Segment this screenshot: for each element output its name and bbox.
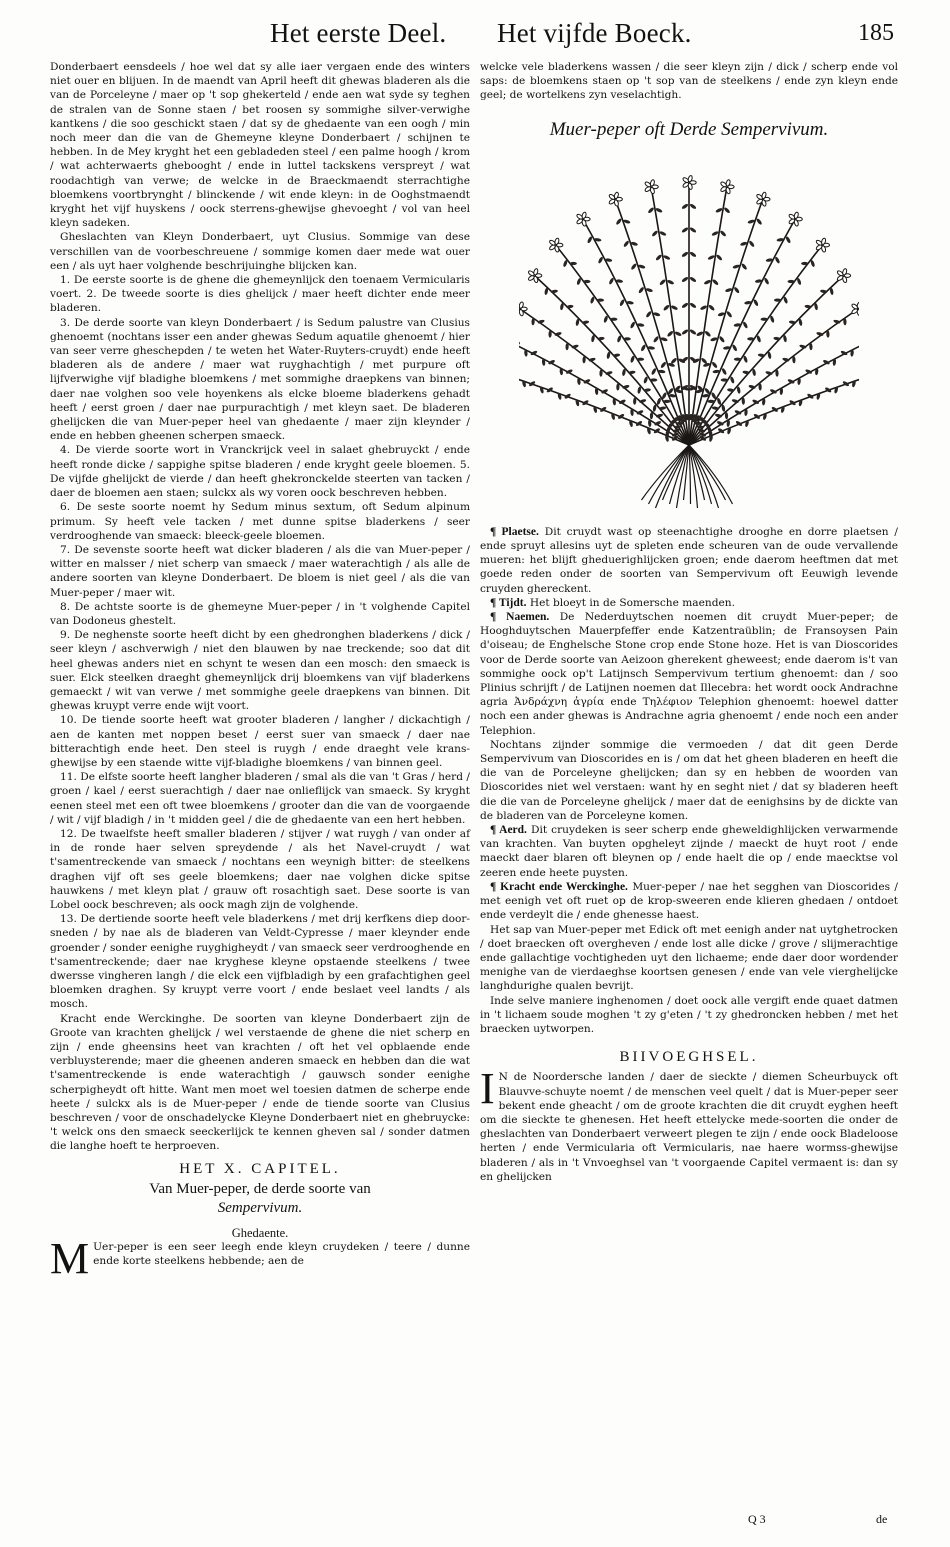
chapter-title xyxy=(50,1180,470,1218)
page-number: 185 xyxy=(858,20,894,46)
addendum-heading: BIIVOEGHSEL. xyxy=(619,1049,759,1066)
section-text: Muer-peper / nae het segghen van Dioscorides / met eenigh vet oft ruet op de krop-sweeren ende klieren ghedaen / ontdoet ende verdeylt die / ende ghenesse haest. xyxy=(480,880,898,922)
plant-leaf xyxy=(681,302,689,309)
text-paragraph: Gheslachten van Kleyn Donderbaert, uyt Clusius. Sommige van dese verschillen van de voorbeschreuene / sommige komen daer mede wat ouer een / als uyt haer volghende beschrijuinghe blijcken kan. xyxy=(50,231,470,272)
plant-leaf xyxy=(619,299,625,307)
plant-roots xyxy=(642,445,733,508)
plant-leaf xyxy=(550,289,558,293)
text-paragraph xyxy=(480,923,898,994)
right-column xyxy=(480,60,898,1184)
plant-leaf xyxy=(659,278,666,285)
plant-stem xyxy=(689,377,859,445)
plant-leaf xyxy=(708,400,715,403)
drop-cap: I xyxy=(480,1064,495,1114)
signature-mark: Q 3 xyxy=(748,1512,766,1526)
plant-flower xyxy=(720,179,734,194)
plant-leaf xyxy=(653,335,660,343)
plant-flower xyxy=(837,268,851,283)
text-paragraph xyxy=(480,525,898,596)
plant-leaf xyxy=(570,262,577,265)
plant-leaf xyxy=(689,276,697,283)
text-paragraph xyxy=(480,610,898,738)
plant-leaf xyxy=(704,330,711,337)
plant-stem xyxy=(689,199,763,445)
running-head-left: Het eerste Deel. xyxy=(270,18,447,48)
plant-leaf xyxy=(597,298,604,301)
plant-leaf xyxy=(721,378,728,381)
plant-leaf xyxy=(689,251,697,258)
chapter-title-italic: Sempervivum. xyxy=(217,1199,303,1216)
text-paragraph xyxy=(480,738,898,823)
plant-leaf xyxy=(666,330,673,337)
plant-leaf xyxy=(801,262,808,265)
chapter-opening xyxy=(50,1234,470,1284)
text-paragraph: 10. De tiende soorte heeft wat grooter bladeren / langher / dickachtigh / aen de kanten met noppen beset / eerst suer van smaeck / daer nae bitterachtigh ende heet. Den steel is ruygh / ende draeght vele krans-ghewijse by een staende witte vijf-bladighe bloemkens / van binnen geel. xyxy=(50,714,470,769)
plant-leaf xyxy=(719,230,726,237)
plant-leaf xyxy=(663,304,670,311)
plant-leaf xyxy=(733,286,740,294)
section-text: Het bloeyt in de Somersche maenden. xyxy=(529,596,735,609)
text-paragraph: 4. De vierde soorte wort in Vranckrijck veel in salaet ghebruyckt / ende heeft ronde dicke / sappighe spitse bladeren / ende kryght geele bloemen. 5. De vijfde ghelijckt de vierde / dan heeft ghekronckelde steerten van tacken / daer de bloemen aen staen; sulckx als wy voren oock beschreven hebben. xyxy=(50,444,470,500)
plant-leaf xyxy=(723,206,730,213)
chapter-title-line: Van Muer-peper, de derde soorte van xyxy=(149,1180,371,1197)
text-paragraph: 12. De twaelfste heeft smaller bladeren / stijver / wat ruygh / van onder af in de ronde haer selven spreydende / als het Navel-cruydt / wat t'samentreckende van smaeck / nochtans een weynigh bitter: de steelkens draghen vijf oft ses geele bloemkens; daer nae volghen dicke spitse hauwkens / met kleyn plat / grauw oft rosachtigh saet. Dese soorte is van Lobel oock beschreven; als oock magh zijn de volghende. xyxy=(50,827,470,911)
plant-leaf xyxy=(753,299,759,307)
plant-leaf xyxy=(748,240,755,248)
plant-leaf xyxy=(708,304,715,311)
plant-woodcut-illustration xyxy=(519,145,859,515)
plant-leaf xyxy=(608,277,614,285)
drop-cap: M xyxy=(50,1234,90,1284)
text-paragraph: 3. De derde soorte van kleyn Donderbaert / is Sedum palustre van Clusius ghenoemt (nochtans isser een ander ghewas Sedum aquatile ghenoemt / hier van seer verre gheschepden / te weten het Water-Ruyters-cruydt) ende heeft bladeren als de andere / maer wat ruyghachtigh / met purpure oft lijfverwighe vijf bladighe bloemkens / met sommighe draepkens van binnen; daer nae volghen soo vele hoyenkens als elcke bloeme bladerkens gehadt heeft / eerst groen / daer nae purpurachtigh / met kleyn saet. De bladeren ghelijcken die van Muer-peper heel van ghedaente / maer zijn kleynder / ende en hebben gheenen scherpen smaeck. xyxy=(50,316,470,443)
plant-leaf xyxy=(689,328,697,335)
text-paragraph xyxy=(480,880,898,923)
section-text: Dit cruydeken is seer scherp ende gheweldighlijcken verwarmende van krachten. Van buyten opgheleyt zijnde / maeckt de huyt root / ende maeckt daer blaren oft bleynen op / ende haelt die op / ende maecktse vol zeeren ende heete puysten. xyxy=(480,824,898,879)
plant-leaf xyxy=(820,289,828,293)
plant-leaf xyxy=(643,376,648,384)
plant-leaf xyxy=(663,400,670,403)
addendum-text: N de Noordersche landen / daer de sieckte / diemen Scheurbuyck oft Blauvve-schuyte noemt / de menschen veel quelt / dat is Muer-peper seer bekent ende gheacht / om de groote krachten die dit cruydt eyghen heeft om die sieckte te ghenesen. Het heeft ettelycke mede-soorten die onder de gheslachten van Donderbaert verweert plegen te zijn / ende oock Bladeloose herten / ende Vermicularia oft Vermicularis, nae haere wormss-ghewijse bladeren / als in 't Vnvoeghsel van 't voorgaende Capitel vermaent is: dan sy en ghelijcken xyxy=(480,1071,898,1183)
section-text: Het sap van Muer-peper met Edick oft met eenigh ander nat uytghetrocken / doet braecken oft overgheven / ende lost alle dicke / grove / slijmerachtige ende gallachtige vochtigheden uyt den lichaeme; ende daer door wordender menighe van de vierdaeghse koortsen genesen / ende van vele vierghelijcke langhdurighe qualen bevrijt. xyxy=(480,923,898,993)
plant-leaf xyxy=(730,376,735,384)
plant-leaf xyxy=(774,298,781,301)
plant-leaf xyxy=(721,367,727,375)
text-paragraph: 6. De seste soorte noemt hy Sedum minus sextum, oft Sedum alpinum primum. Sy heeft vele tacken / met dunne spitse bladerkens / seer verdrooghende van smaeck: bleeck-geele bloemen. xyxy=(50,501,470,542)
plant-leaf xyxy=(650,378,657,381)
plant-flower xyxy=(815,238,829,253)
plant-leaf xyxy=(715,254,722,261)
plant-leaf xyxy=(660,361,667,369)
plant-stems xyxy=(519,182,859,445)
section-label: ¶ Plaetse. xyxy=(490,525,539,538)
plant-root xyxy=(663,445,690,500)
text-paragraph: 9. De neghenste soorte heeft dicht by een ghedronghen bladerkens / dick / seer kleyn / aschverwigh / niet den blauwen by nae treckende; soo dat dit heel ghewas anders niet en schynt te wesen dan een mosch: den smaeck is suer. Elck steelken draeght ghemeynlijck drij bloemkens van vijf bladerkens gemaeckt / wit van verwe / met sommighe geele draepkens van binnen. Dit ghewas kruypt verre ende wijt voort. xyxy=(50,629,470,713)
text-paragraph: Kracht ende Werckinghe. De soorten van kleyne Donderbaert zijn de Groote van krachten ghelijck / wel verstaende de ghene die niet scherp en zijn / ende gheensins heet van krachten / oft het vel opblaende ende verbluysterende; maer die gheenen anderen smaeck en hebben dan die wat t'samentreckende is ende waterachtigh / gauwsch sonder eenighe scherpigheydt oft hitte. Want men moet wel toesien datmen de scherpe ende heete / sulckx als is de Muer-peper / ende de tiende soorte van Clusius beschreven / voor de onschadelycke Kleyne Donderbaert niet en ghebruycke: 't welck ons den smaeck seeckerlijck te kennen gheven sal / sonder datmen die langhe hoeft te herproeven. xyxy=(50,1012,470,1153)
plant-leaf xyxy=(689,302,697,309)
plant-leaf xyxy=(734,357,741,360)
plant-leaf xyxy=(689,203,697,210)
text-paragraph xyxy=(480,823,898,880)
plant-leaf xyxy=(651,230,658,237)
plant-leaf xyxy=(718,335,725,343)
plant-leaf xyxy=(630,263,637,271)
plant-leaf xyxy=(676,422,683,425)
plant-leaf xyxy=(689,226,697,233)
section-text: Dit cruydt wast op steenachtighe drooghe en dorre plaetsen / ende spruyt allesins uyt de spleten ende scheuren van de oude vervallende mueren: het blijft gheduerighlijcken groen; ende daerom heeftmen dat met goede reden onder de soorten van Sempervivum oft Eeuwigh levende cruyden ghereckent. xyxy=(480,525,898,595)
plant-leaf xyxy=(615,218,622,226)
plant-leaf xyxy=(756,218,763,226)
plant-leaf xyxy=(610,317,617,320)
section-label: ¶ Naemen. xyxy=(490,611,550,624)
plant-leaf xyxy=(804,304,812,308)
text-paragraph: Donderbaert eensdeels / hoe wel dat sy alle iaer vergaen ende des winters niet ouer en blijuen. In de maendt van April heeft dit ghewas bladeren als die van de Porceleyne / maer op 't sop ghekerteld / ende aen wat syde sy teghen de stralen van de Sonne staen / bet roosen sy sommighe silver-verwighe kantkens / die soo geschickt staen / dat sy de ghedaente van een oogh / min noch meer dan die van de Ghemeyne kleyne Donderbaert / schijnen te hebben. In de Mey kryght het een gebladeden steel / een palme hoogh / krom / wat achterwaerts ghebooght / ende in luttel tackskens verspreyt / wat roodachtigh van verwe; de welcke in de Braeckmaendt sterrachtighe bloemkens voortbrynght / blinckende / wit ende kleyn: in de Ooghstmaendt kryght het vijf huyskens / oock sterrens-ghewijse ghevoeght / vol van heel kleyn sadeken. xyxy=(50,61,470,230)
section-label: ¶ Aerd. xyxy=(490,824,527,837)
plant-leaf xyxy=(681,203,689,210)
figure-caption: Muer-peper oft Derde Sempervivum. xyxy=(549,118,829,140)
plant-leaf xyxy=(741,263,748,271)
text-paragraph: 8. De achtste soorte is de ghemeyne Muer-peper / in 't volghende Capitel van Dodoneus ghestelt. xyxy=(50,600,470,627)
plant-leaf xyxy=(651,367,657,375)
plant-leaf xyxy=(681,276,689,283)
plant-stem xyxy=(615,199,689,445)
plant-leaf xyxy=(624,337,631,340)
text-paragraph: 1. De eerste soorte is de ghene die ghemeynlijck den toenaem Vermicularis voert. 2. De tweede soorte is dies ghelijck / maer heeft dichter ende meer bladeren. xyxy=(50,274,470,315)
plant-stem xyxy=(689,309,858,445)
chapter-opening-text: Uer-peper is een seer leegh ende kleyn cruydeken / teere / dunne ende korte steelkens hebbende; aen de xyxy=(93,1241,470,1268)
section-subheading: Ghedaente. xyxy=(231,1225,289,1240)
plant-leaf xyxy=(583,280,590,283)
plant-leaf xyxy=(674,331,682,337)
right-sections xyxy=(480,525,898,1036)
text-paragraph xyxy=(480,994,898,1037)
plant-leaf xyxy=(732,344,738,352)
plant-leaf xyxy=(597,336,605,340)
section-text: Inde selve maniere inghenomen / doet oock alle vergift ende quaet datmen in 't lichaem soude moghen 't zy g'eten / 't zy ghedroncken hebben / met het braecken uytworpen. xyxy=(480,994,898,1035)
running-head-right: Het vijfde Boeck. xyxy=(497,18,692,48)
plant-leaf xyxy=(694,422,701,425)
addendum-paragraph xyxy=(480,1064,898,1184)
chapter-title-line xyxy=(50,1199,470,1218)
text-paragraph: welcke vele bladerkens wassen / die seer kleyn zijn / dick / scherp ende vol saps: de bloemkens staen op 't sop van de steelkens / ende zyn kleyn ende geel; de wortelkens zyn veselachtigh. xyxy=(480,61,898,102)
text-paragraph xyxy=(480,596,898,610)
plant-leaf xyxy=(747,337,754,340)
plant-leaf xyxy=(761,317,768,320)
plant-leaf xyxy=(640,344,646,352)
plant-leaf xyxy=(681,251,689,258)
plant-leaf xyxy=(696,331,704,337)
left-column xyxy=(50,60,470,1284)
plant-leaf xyxy=(681,328,689,335)
plant-leaf xyxy=(566,304,574,308)
section-label: ¶ Kracht ende Werckinghe. xyxy=(490,880,628,893)
section-label: ¶ Tijdt. xyxy=(490,596,527,609)
plant-leaf xyxy=(711,361,718,369)
chapter-heading: HET X. CAPITEL. xyxy=(179,1160,341,1177)
text-paragraph: 11. De elfste soorte heeft langher bladeren / smal als die van 't Gras / herd / groen / kael / eerst suerachtigh / daer nae onlieflijck van smaeck. Sy kryght eenen steel met een oft twee bloemkens / grooter dan die van de voorgaende / wit / vijf bladigh / in 't midden geel / die de ghedaente van een hert hebben. xyxy=(50,771,470,826)
plant-leaf xyxy=(647,206,654,213)
plant-leaf xyxy=(623,240,630,248)
plant-stem xyxy=(519,377,689,445)
plant-flower xyxy=(644,179,658,194)
plant-leaf xyxy=(773,336,781,340)
plant-stem xyxy=(520,309,689,445)
plant-leaf xyxy=(638,286,645,294)
plant-leaf xyxy=(630,321,636,329)
section-text: De Nederduytschen noemen dit cruydt Muer-peper; de Hooghduytschen Mauerpfeffer ende Katzentraüblin; de Fransoysen Pain d'oiseau; de Enghelsche Stone crop ende Stone hoze. Het is van Dioscorides voor de Derde soorte van Aeizoon gherekent gheweest; ende daerom is't van sommighe oock op't Latijnsch Sempervivum tertium ghenoemt: dan / soo Plinius schrijft / de Latijnen noemen dat Illecebra: het wordt oock Andrachne agria Ἀνδράχνη ἀγρία ende Τηλέφιον Telephion ghenoemt: hoewel datter noch een ander ghewas is Andrachne agria ghenoemt / ende noch een ander Telephion. xyxy=(480,611,899,737)
text-paragraph: 7. De sevenste soorte heeft wat dicker bladeren / als die van Muer-peper / witter en malsser / niet scherp van smaeck / maer waterachtigh / als alle de andere soorten van kleyne Donderbaert. De bloem is niet geel / als die van Muer-peper / maer wit. xyxy=(50,543,470,599)
section-text: Nochtans zijnder sommige die vermoeden / dat dit geen Derde Sempervivum van Dioscorides en is / om dat het gheen bladeren en heeft die die van de Porceleyne ghelijcken; dan sy en hebben de woorden van Dioscorides niet wel verstaen: want hy en seght niet / dat sy bladeren heeft die die van de Porceleyne ghelijck / maer dat de eenighsins by de dickte van de bladeren van de Porceleyne komen. xyxy=(480,738,898,822)
plant-flower xyxy=(756,192,770,207)
plant-leaf xyxy=(645,310,652,318)
plant-leaf xyxy=(637,357,644,360)
plant-leaf xyxy=(788,280,795,283)
plant-flower xyxy=(788,212,802,227)
catchword: de xyxy=(876,1512,888,1526)
text-paragraph: 13. De dertiende soorte heeft vele bladerkens / met drij kerfkens diep door-sneden / by nae als de bladeren van Veldt-Cypresse / maer kleynder ende groender / sonder eenighe ruyghigheydt / van smaeck seer verdrooghende en t'samentreckende; daer nae kryghese kleyne opstaende steelkens / twee dwersse vingheren langh / die elck een vijfbladigh by een grafachtighen geel bloemken draghen. Sy kruypt verre voort / ende beslaet veel landts / als mosch. xyxy=(50,913,470,1011)
plant-leaf xyxy=(742,321,748,329)
plant-leaf xyxy=(655,254,662,261)
plant-leaf xyxy=(763,277,769,285)
plant-leaf xyxy=(712,278,719,285)
plant-leaf xyxy=(681,226,689,233)
plant-leaf xyxy=(726,310,733,318)
